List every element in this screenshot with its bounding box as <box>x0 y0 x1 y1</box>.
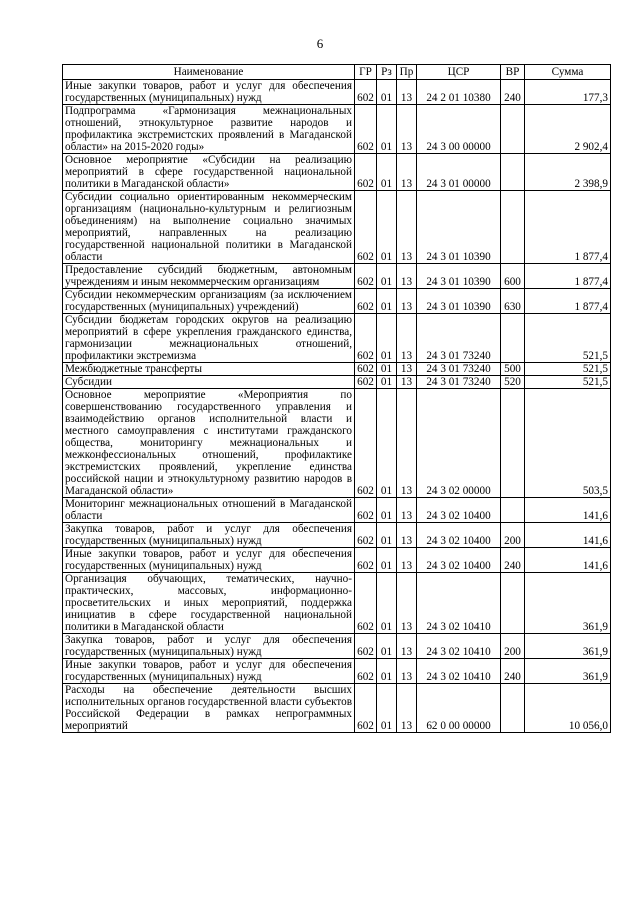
cell-name: Подпрограмма «Гармонизация межнациональных отношений, этнокультурное развитие народов и профилактика экстремистских проявлений в Магаданской области» на 2015-2020 годы» <box>63 105 355 154</box>
cell-rz: 01 <box>377 573 397 634</box>
cell-csr: 24 2 01 10380 <box>417 80 501 105</box>
cell-pr: 13 <box>397 264 417 289</box>
cell-sum: 503,5 <box>525 389 611 498</box>
table-row <box>63 634 611 659</box>
cell-gr: 602 <box>355 80 377 105</box>
cell-name: Организация обучающих, тематических, научно-практических, массовых, информационно-просветительских и иных мероприятий, поддержка инициатив в сфере государственной национальной политики в Магаданской области <box>63 573 355 634</box>
cell-sum: 141,6 <box>525 498 611 523</box>
table-row <box>63 523 611 548</box>
cell-csr: 24 3 02 10400 <box>417 548 501 573</box>
cell-pr: 13 <box>397 376 417 389</box>
header-rz: Рз <box>377 65 397 80</box>
cell-pr: 13 <box>397 684 417 733</box>
cell-vr <box>501 154 525 191</box>
table-row <box>63 289 611 314</box>
cell-sum: 177,3 <box>525 80 611 105</box>
cell-name: Закупка товаров, работ и услуг для обеспечения государственных (муниципальных) нужд <box>63 634 355 659</box>
cell-pr: 13 <box>397 573 417 634</box>
cell-csr: 24 3 02 00000 <box>417 389 501 498</box>
cell-csr: 24 3 02 10410 <box>417 659 501 684</box>
header-pr: Пр <box>397 65 417 80</box>
cell-pr: 13 <box>397 389 417 498</box>
page-number: 6 <box>316 36 324 51</box>
table-row <box>63 191 611 264</box>
cell-gr: 602 <box>355 264 377 289</box>
table-row <box>63 573 611 634</box>
table-row <box>63 548 611 573</box>
cell-vr <box>501 314 525 363</box>
header-csr: ЦСР <box>417 65 501 80</box>
cell-rz: 01 <box>377 659 397 684</box>
cell-csr: 24 3 01 73240 <box>417 314 501 363</box>
header-name: Наименование <box>63 65 355 80</box>
cell-pr: 13 <box>397 548 417 573</box>
cell-name: Мониторинг межнациональных отношений в Магаданской области <box>63 498 355 523</box>
cell-gr: 602 <box>355 684 377 733</box>
cell-rz: 01 <box>377 154 397 191</box>
cell-rz: 01 <box>377 498 397 523</box>
cell-pr: 13 <box>397 498 417 523</box>
cell-pr: 13 <box>397 289 417 314</box>
cell-rz: 01 <box>377 105 397 154</box>
cell-csr: 24 3 00 00000 <box>417 105 501 154</box>
cell-sum: 2 398,9 <box>525 154 611 191</box>
cell-sum: 2 902,4 <box>525 105 611 154</box>
cell-name: Расходы на обеспечение деятельности высших исполнительных органов государственной власти субъектов Российской Федерации в рамках непрограммных мероприятий <box>63 684 355 733</box>
cell-gr: 602 <box>355 105 377 154</box>
cell-vr <box>501 105 525 154</box>
cell-name: Субсидии бюджетам городских округов на реализацию мероприятий в сфере укрепления гражданского единства, гармонизации межнациональных отношений, профилактики экстремизма <box>63 314 355 363</box>
cell-name: Межбюджетные трансферты <box>63 363 355 376</box>
cell-csr: 24 3 01 10390 <box>417 264 501 289</box>
cell-sum: 1 877,4 <box>525 289 611 314</box>
table-row <box>63 105 611 154</box>
cell-rz: 01 <box>377 264 397 289</box>
cell-sum: 141,6 <box>525 523 611 548</box>
table-row <box>63 389 611 498</box>
cell-rz: 01 <box>377 389 397 498</box>
cell-pr: 13 <box>397 154 417 191</box>
table-row <box>63 154 611 191</box>
cell-csr: 24 3 02 10410 <box>417 573 501 634</box>
cell-pr: 13 <box>397 105 417 154</box>
budget-table <box>62 64 611 733</box>
cell-gr: 602 <box>355 523 377 548</box>
cell-vr <box>501 389 525 498</box>
table-row <box>63 659 611 684</box>
cell-gr: 602 <box>355 363 377 376</box>
cell-pr: 13 <box>397 191 417 264</box>
cell-name: Субсидии <box>63 376 355 389</box>
cell-name: Закупка товаров, работ и услуг для обеспечения государственных (муниципальных) нужд <box>63 523 355 548</box>
cell-gr: 602 <box>355 498 377 523</box>
cell-rz: 01 <box>377 523 397 548</box>
cell-sum: 521,5 <box>525 314 611 363</box>
cell-gr: 602 <box>355 634 377 659</box>
cell-rz: 01 <box>377 191 397 264</box>
cell-vr <box>501 684 525 733</box>
table-row <box>63 80 611 105</box>
cell-csr: 24 3 01 10390 <box>417 289 501 314</box>
cell-name: Основное мероприятие «Мероприятия по совершенствованию государственного управления и взаимодействию органов исполнительной власти и местного самоуправления с институтами гражданского общества, мониторингу межнациональных и межконфессиональных отношений, профилактике экстремистских проявлений, укрепление единства российской нации и этнокультурному развитию народов в Магаданской области» <box>63 389 355 498</box>
cell-gr: 602 <box>355 376 377 389</box>
header-sum: Сумма <box>525 65 611 80</box>
cell-vr <box>501 573 525 634</box>
cell-sum: 521,5 <box>525 363 611 376</box>
cell-name: Иные закупки товаров, работ и услуг для обеспечения государственных (муниципальных) нужд <box>63 80 355 105</box>
cell-gr: 602 <box>355 289 377 314</box>
cell-vr: 600 <box>501 264 525 289</box>
cell-rz: 01 <box>377 634 397 659</box>
cell-rz: 01 <box>377 80 397 105</box>
cell-vr: 630 <box>501 289 525 314</box>
cell-vr: 500 <box>501 363 525 376</box>
cell-csr: 24 3 02 10410 <box>417 634 501 659</box>
table-row <box>63 363 611 376</box>
cell-gr: 602 <box>355 314 377 363</box>
cell-gr: 602 <box>355 548 377 573</box>
cell-rz: 01 <box>377 684 397 733</box>
cell-pr: 13 <box>397 634 417 659</box>
cell-vr: 520 <box>501 376 525 389</box>
cell-vr: 240 <box>501 659 525 684</box>
cell-sum: 141,6 <box>525 548 611 573</box>
cell-vr <box>501 498 525 523</box>
cell-sum: 361,9 <box>525 634 611 659</box>
cell-gr: 602 <box>355 191 377 264</box>
cell-pr: 13 <box>397 314 417 363</box>
cell-name: Основное мероприятие «Субсидии на реализацию мероприятий в сфере государственной национальной политики в Магаданской области» <box>63 154 355 191</box>
cell-name: Субсидии социально ориентированным некоммерческим организациям (национально-культурным и религиозным объединениям) на выполнение социально значимых мероприятий, направленных на реализацию государственной национальной политики в Магаданской области <box>63 191 355 264</box>
table-row <box>63 314 611 363</box>
cell-pr: 13 <box>397 523 417 548</box>
cell-rz: 01 <box>377 314 397 363</box>
header-gr: ГР <box>355 65 377 80</box>
cell-csr: 24 3 02 10400 <box>417 498 501 523</box>
table-row <box>63 264 611 289</box>
cell-csr: 24 3 02 10400 <box>417 523 501 548</box>
cell-sum: 361,9 <box>525 573 611 634</box>
cell-vr <box>501 191 525 264</box>
cell-vr: 240 <box>501 80 525 105</box>
cell-rz: 01 <box>377 289 397 314</box>
cell-rz: 01 <box>377 548 397 573</box>
cell-name: Предоставление субсидий бюджетным, автономным учреждениям и иным некоммерческим организациям <box>63 264 355 289</box>
cell-vr: 200 <box>501 634 525 659</box>
cell-pr: 13 <box>397 363 417 376</box>
cell-pr: 13 <box>397 80 417 105</box>
cell-sum: 1 877,4 <box>525 191 611 264</box>
cell-rz: 01 <box>377 363 397 376</box>
cell-csr: 24 3 01 73240 <box>417 376 501 389</box>
cell-sum: 521,5 <box>525 376 611 389</box>
cell-pr: 13 <box>397 659 417 684</box>
table-header-row <box>63 65 611 80</box>
cell-gr: 602 <box>355 659 377 684</box>
table-row <box>63 684 611 733</box>
cell-vr: 200 <box>501 523 525 548</box>
cell-vr: 240 <box>501 548 525 573</box>
cell-sum: 361,9 <box>525 659 611 684</box>
cell-csr: 24 3 01 10390 <box>417 191 501 264</box>
cell-csr: 24 3 01 00000 <box>417 154 501 191</box>
cell-csr: 62 0 00 00000 <box>417 684 501 733</box>
cell-sum: 10 056,0 <box>525 684 611 733</box>
cell-name: Субсидии некоммерческим организациям (за исключением государственных (муниципальных) учреждений) <box>63 289 355 314</box>
cell-name: Иные закупки товаров, работ и услуг для обеспечения государственных (муниципальных) нужд <box>63 659 355 684</box>
cell-gr: 602 <box>355 573 377 634</box>
cell-sum: 1 877,4 <box>525 264 611 289</box>
cell-csr: 24 3 01 73240 <box>417 363 501 376</box>
cell-rz: 01 <box>377 376 397 389</box>
table-row <box>63 498 611 523</box>
table-row <box>63 376 611 389</box>
cell-gr: 602 <box>355 154 377 191</box>
cell-gr: 602 <box>355 389 377 498</box>
header-vr: ВР <box>501 65 525 80</box>
cell-name: Иные закупки товаров, работ и услуг для обеспечения государственных (муниципальных) нужд <box>63 548 355 573</box>
